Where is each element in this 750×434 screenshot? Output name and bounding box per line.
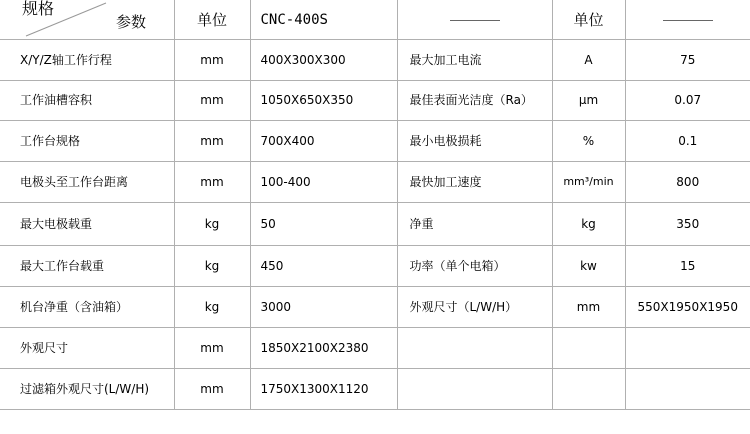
model-header: CNC-400S	[250, 0, 397, 40]
spec-name-2: 外观尺寸（L/W/H）	[397, 287, 552, 328]
spec-value: 700X400	[250, 120, 397, 161]
blank-header-cell	[397, 0, 552, 40]
spec-name: 最大工作台载重	[0, 245, 174, 286]
spec-name: 工作台规格	[0, 120, 174, 161]
corner-label-param: 参数	[116, 13, 147, 31]
spec-name: 电极头至工作台距离	[0, 162, 174, 203]
spec-name-2: 最小电极损耗	[397, 120, 552, 161]
spec-unit: kg	[174, 203, 250, 245]
spec-unit: mm	[174, 368, 250, 409]
corner-header-cell	[0, 0, 174, 40]
spec-value-2: 350	[625, 203, 750, 245]
table-row	[0, 162, 750, 203]
spec-value: 100-400	[250, 162, 397, 203]
unit-header: 单位	[174, 0, 250, 40]
header-row	[0, 0, 750, 40]
spec-unit: mm	[174, 328, 250, 368]
unit2-header: 单位	[552, 0, 625, 40]
table-row	[0, 328, 750, 368]
table-row	[0, 287, 750, 328]
spec-value: 450	[250, 245, 397, 286]
spec-unit-2: kg	[552, 203, 625, 245]
table-row	[0, 40, 750, 80]
spec-unit-2: %	[552, 120, 625, 161]
table-row	[0, 120, 750, 161]
spec-name: 过滤箱外观尺寸(L/W/H)	[0, 368, 174, 409]
spec-unit: mm	[174, 40, 250, 80]
spec-unit-2: mm	[552, 287, 625, 328]
spec-value-2: 800	[625, 162, 750, 203]
corner-label-spec: 规格	[22, 0, 55, 18]
spec-unit-2	[552, 328, 625, 368]
spec-name: 工作油槽容积	[0, 80, 174, 120]
spec-value-2: 15	[625, 245, 750, 286]
spec-value-2	[625, 368, 750, 409]
spec-value: 400X300X300	[250, 40, 397, 80]
spec-name: 外观尺寸	[0, 328, 174, 368]
table-row	[0, 245, 750, 286]
spec-value: 1750X1300X1120	[250, 368, 397, 409]
spec-name-2	[397, 368, 552, 409]
table-row	[0, 368, 750, 409]
spec-name-2: 功率（单个电箱）	[397, 245, 552, 286]
spec-unit-2: μm	[552, 80, 625, 120]
spec-value: 50	[250, 203, 397, 245]
spec-unit-2: A	[552, 40, 625, 80]
dash-line-2	[663, 20, 713, 21]
spec-value-2	[625, 328, 750, 368]
spec-value: 3000	[250, 287, 397, 328]
dash-line	[450, 20, 500, 21]
spec-name-2: 净重	[397, 203, 552, 245]
spec-name: 最大电极载重	[0, 203, 174, 245]
spec-value-2: 550X1950X1950	[625, 287, 750, 328]
spec-unit: kg	[174, 287, 250, 328]
blank-header-cell-2	[625, 0, 750, 40]
spec-value: 1050X650X350	[250, 80, 397, 120]
spec-unit-2: mm³/min	[552, 162, 625, 203]
spec-value: 1850X2100X2380	[250, 328, 397, 368]
spec-name-2: 最佳表面光洁度（Ra）	[397, 80, 552, 120]
spec-name-2	[397, 328, 552, 368]
spec-name: 机台净重（含油箱）	[0, 287, 174, 328]
spec-name-2: 最快加工速度	[397, 162, 552, 203]
spec-unit: kg	[174, 245, 250, 286]
table-row	[0, 203, 750, 245]
spec-unit-2: kw	[552, 245, 625, 286]
spec-unit: mm	[174, 162, 250, 203]
spec-value-2: 0.07	[625, 80, 750, 120]
table-row	[0, 80, 750, 120]
spec-unit: mm	[174, 120, 250, 161]
spec-value-2: 0.1	[625, 120, 750, 161]
spec-unit-2	[552, 368, 625, 409]
spec-value-2: 75	[625, 40, 750, 80]
spec-unit: mm	[174, 80, 250, 120]
spec-name: X/Y/Z轴工作行程	[0, 40, 174, 80]
spec-name-2: 最大加工电流	[397, 40, 552, 80]
